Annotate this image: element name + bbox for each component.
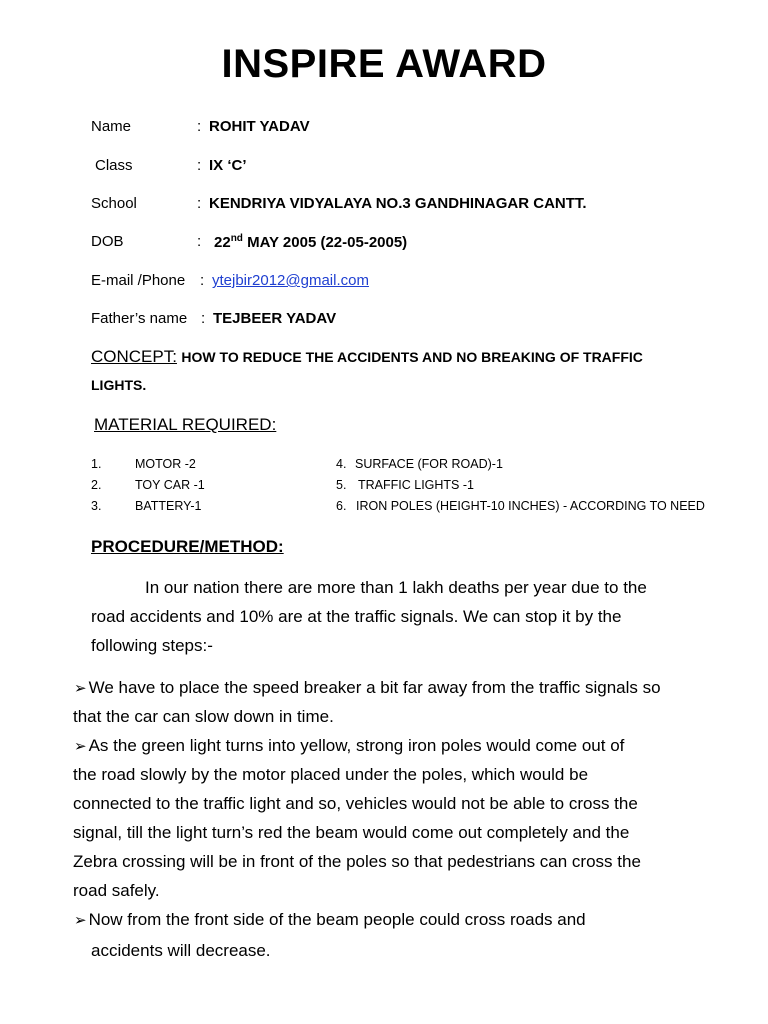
school-colon: : [197, 195, 202, 212]
material-item-5: TRAFFIC LIGHTS -1 [358, 478, 474, 492]
material-num-2: 2. [91, 478, 102, 492]
material-item-6: IRON POLES (HEIGHT-10 INCHES) - ACCORDING TO NEED [356, 499, 705, 513]
school-label: School [91, 195, 137, 212]
bullet-2-line-6: road safely. [73, 881, 160, 900]
class-value: IX ‘C’ [209, 157, 247, 174]
fathers-name-colon: : [201, 310, 206, 327]
name-label: Name [91, 118, 132, 135]
dob-colon: : [197, 233, 202, 250]
arrowhead-bullet-icon: ➢ [74, 738, 87, 755]
class-label: Class [95, 157, 133, 174]
material-num-1: 1. [91, 457, 102, 471]
school-value: KENDRIYA VIDYALAYA NO.3 GANDHINAGAR CANTT. [209, 195, 587, 212]
email-phone-colon: : [200, 272, 205, 289]
material-num-5: 5. [336, 478, 347, 492]
material-num-6: 6. [336, 499, 347, 513]
material-heading: MATERIAL REQUIRED: [94, 415, 277, 434]
name-colon: : [197, 118, 202, 135]
bullet-2-line-3: connected to the traffic light and so, vehicles would not be able to cross the [73, 794, 638, 813]
dob-day: 22 [214, 234, 231, 251]
concept-text-line1: HOW TO REDUCE THE ACCIDENTS AND NO BREAKING OF TRAFFIC [181, 349, 643, 365]
name-value: ROHIT YADAV [209, 118, 310, 135]
material-item-3: BATTERY-1 [135, 499, 202, 513]
document-title: INSPIRE AWARD [221, 42, 547, 86]
class-colon: : [197, 157, 202, 174]
bullet-2-line-2: the road slowly by the motor placed under the poles, which would be [73, 765, 589, 784]
bullet-2-line-4: signal, till the light turn’s red the beam would come out completely and the [73, 823, 630, 842]
bullet-2-line-5: Zebra crossing will be in front of the poles so that pedestrians can cross the [73, 852, 641, 871]
material-item-4: SURFACE (FOR ROAD)-1 [355, 457, 503, 471]
concept-text-line2: LIGHTS. [91, 377, 147, 393]
bullet-3-line-2: accidents will decrease. [91, 941, 271, 960]
material-num-3: 3. [91, 499, 102, 513]
dob-day-suffix: nd [230, 233, 243, 244]
email-link[interactable]: ytejbir2012@gmail.com [212, 272, 369, 289]
concept-label: CONCEPT: [91, 347, 177, 366]
procedure-intro-line-2: road accidents and 10% are at the traffic signals. We can stop it by the [91, 607, 622, 626]
material-item-2: TOY CAR -1 [135, 478, 205, 492]
bullet-3-line-1: ➢ Now from the front side of the beam people could cross roads and [74, 905, 586, 935]
bullet-1-line-2: that the car can slow down in time. [73, 707, 334, 726]
arrowhead-bullet-icon: ➢ [74, 680, 87, 697]
procedure-heading: PROCEDURE/METHOD: [91, 537, 284, 556]
email-phone-label: E-mail /Phone [91, 272, 186, 289]
bullet-1-line-1: ➢ We have to place the speed breaker a bit far away from the traffic signals so [74, 673, 661, 703]
concept-line [91, 347, 643, 367]
bullet-2-line-1: ➢ As the green light turns into yellow, strong iron poles would come out of [74, 731, 624, 761]
material-item-1: MOTOR -2 [135, 457, 196, 471]
arrowhead-bullet-icon: ➢ [74, 912, 87, 929]
dob-label: DOB [91, 233, 124, 250]
fathers-name-value: TEJBEER YADAV [213, 310, 337, 327]
material-num-4: 4. [336, 457, 347, 471]
fathers-name-label: Father’s name [91, 310, 188, 327]
procedure-intro-line-3: following steps:- [91, 636, 213, 655]
dob-value [214, 233, 407, 251]
procedure-intro-line-1: In our nation there are more than 1 lakh deaths per year due to the [145, 578, 647, 597]
dob-rest: MAY 2005 (22-05-2005) [242, 234, 408, 251]
